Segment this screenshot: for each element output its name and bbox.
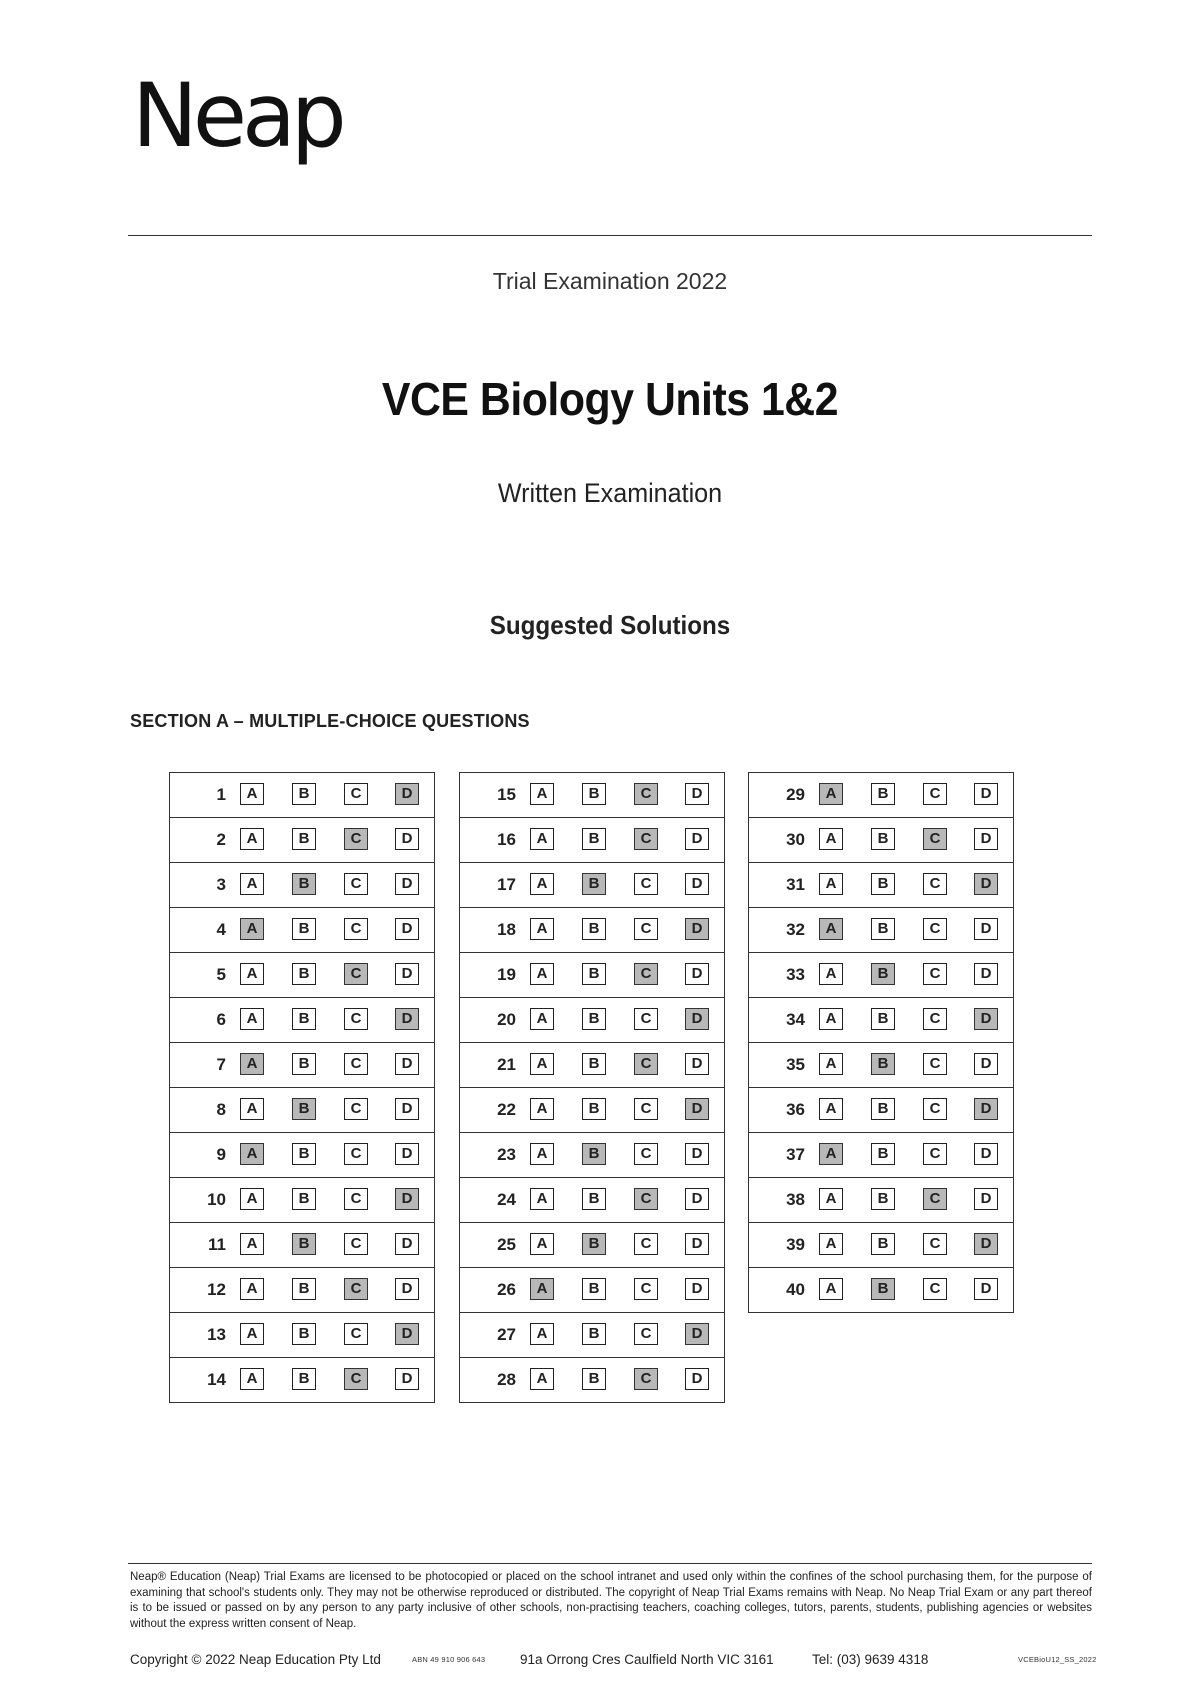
option-box: D <box>395 1143 419 1165</box>
option-box-selected: B <box>292 1233 316 1255</box>
question-number: 39 <box>786 1235 805 1254</box>
option-box: C <box>923 1143 947 1165</box>
answer-column-2 <box>459 772 725 1403</box>
option-box: B <box>871 1188 895 1210</box>
option-box: D <box>685 1368 709 1390</box>
option-box: C <box>923 873 947 895</box>
question-number: 33 <box>786 965 805 984</box>
option-box: B <box>582 1008 606 1030</box>
question-row <box>170 1178 434 1223</box>
option-box: A <box>240 1368 264 1390</box>
option-box: C <box>923 783 947 805</box>
question-number: 10 <box>207 1190 226 1209</box>
option-box: B <box>292 1008 316 1030</box>
question-number: 29 <box>786 785 805 804</box>
option-box: A <box>240 1008 264 1030</box>
option-box: A <box>530 1143 554 1165</box>
section-heading: SECTION A – MULTIPLE-CHOICE QUESTIONS <box>130 711 530 731</box>
question-number: 4 <box>216 920 226 939</box>
question-row <box>749 773 1013 818</box>
question-row <box>170 998 434 1043</box>
question-row <box>460 818 724 863</box>
option-box: D <box>395 1098 419 1120</box>
question-number: 14 <box>207 1370 226 1389</box>
question-row <box>170 773 434 818</box>
option-box: C <box>634 918 658 940</box>
option-box: D <box>974 1143 998 1165</box>
option-box: A <box>819 828 843 850</box>
solutions-heading: Suggested Solutions <box>489 610 731 640</box>
question-row <box>170 1268 434 1313</box>
question-row <box>749 818 1013 863</box>
option-box: A <box>530 783 554 805</box>
option-box: C <box>923 963 947 985</box>
copyright-line: Copyright © 2022 Neap Education Pty Ltd <box>130 1652 381 1667</box>
abn-number: ABN 49 910 906 643 <box>412 1655 486 1664</box>
option-box: D <box>395 1233 419 1255</box>
option-box: C <box>923 1278 947 1300</box>
option-box: D <box>974 1278 998 1300</box>
option-box-selected: B <box>871 1278 895 1300</box>
option-box: B <box>871 873 895 895</box>
phone-number: Tel: (03) 9639 4318 <box>812 1652 929 1667</box>
option-box-selected: B <box>871 963 895 985</box>
option-box: C <box>634 1278 658 1300</box>
option-box: B <box>292 918 316 940</box>
option-box: C <box>634 1143 658 1165</box>
option-box: D <box>685 963 709 985</box>
option-box-selected: A <box>819 783 843 805</box>
option-box: B <box>292 1368 316 1390</box>
question-row <box>460 773 724 818</box>
option-box: A <box>819 873 843 895</box>
option-box: A <box>240 1278 264 1300</box>
option-box: A <box>530 1053 554 1075</box>
option-box-selected: B <box>871 1053 895 1075</box>
question-number: 40 <box>786 1280 805 1299</box>
option-box: D <box>974 783 998 805</box>
option-box: D <box>395 873 419 895</box>
option-box-selected: D <box>685 1098 709 1120</box>
option-box: A <box>819 1188 843 1210</box>
option-box: C <box>634 1233 658 1255</box>
option-box-selected: B <box>582 1233 606 1255</box>
question-row <box>170 1133 434 1178</box>
option-box: B <box>292 828 316 850</box>
question-number: 17 <box>497 875 516 894</box>
option-box: B <box>871 1143 895 1165</box>
question-number: 8 <box>216 1100 226 1119</box>
option-box-selected: D <box>395 783 419 805</box>
exam-subtitle: Trial Examination 2022 <box>492 268 728 294</box>
option-box: A <box>819 963 843 985</box>
question-number: 28 <box>497 1370 516 1389</box>
option-box: A <box>819 1098 843 1120</box>
option-box: B <box>582 783 606 805</box>
question-row <box>170 1223 434 1268</box>
option-box: B <box>871 918 895 940</box>
question-row <box>749 1088 1013 1133</box>
option-box: D <box>685 783 709 805</box>
question-number: 20 <box>497 1010 516 1029</box>
question-number: 1 <box>216 785 226 804</box>
option-box: D <box>685 1233 709 1255</box>
question-row <box>749 908 1013 953</box>
question-row <box>749 1043 1013 1088</box>
question-number: 36 <box>786 1100 805 1119</box>
option-box: D <box>974 828 998 850</box>
option-box-selected: C <box>634 1053 658 1075</box>
option-box: D <box>974 918 998 940</box>
question-number: 32 <box>786 920 805 939</box>
option-box-selected: C <box>634 963 658 985</box>
option-box: B <box>292 783 316 805</box>
option-box: C <box>344 1053 368 1075</box>
question-row <box>460 1268 724 1313</box>
question-row <box>460 1133 724 1178</box>
option-box: C <box>634 873 658 895</box>
question-row <box>460 953 724 998</box>
option-box-selected: A <box>240 918 264 940</box>
option-box-selected: C <box>344 1368 368 1390</box>
question-number: 13 <box>207 1325 226 1344</box>
question-number: 25 <box>497 1235 516 1254</box>
question-row <box>460 863 724 908</box>
option-box: D <box>685 873 709 895</box>
question-row <box>170 863 434 908</box>
question-number: 12 <box>207 1280 226 1299</box>
option-box-selected: A <box>819 1143 843 1165</box>
question-row <box>460 1043 724 1088</box>
option-box: C <box>923 1233 947 1255</box>
exam-type: Written Examination <box>497 478 723 508</box>
option-box: C <box>923 918 947 940</box>
question-row <box>749 1178 1013 1223</box>
option-box-selected: C <box>634 828 658 850</box>
question-number: 31 <box>786 875 805 894</box>
question-row <box>749 863 1013 908</box>
question-row <box>749 998 1013 1043</box>
option-box: A <box>819 1278 843 1300</box>
question-row <box>460 998 724 1043</box>
question-number: 6 <box>216 1010 226 1029</box>
question-number: 26 <box>497 1280 516 1299</box>
option-box-selected: A <box>530 1278 554 1300</box>
option-box: A <box>240 1233 264 1255</box>
option-box: D <box>685 828 709 850</box>
option-box: D <box>685 1053 709 1075</box>
option-box: D <box>685 1188 709 1210</box>
option-box: A <box>240 1323 264 1345</box>
option-box: C <box>634 1008 658 1030</box>
footer-divider <box>128 1563 1092 1564</box>
option-box: B <box>582 1188 606 1210</box>
option-box: D <box>685 1143 709 1165</box>
option-box-selected: A <box>819 918 843 940</box>
option-box: B <box>292 1278 316 1300</box>
option-box: C <box>923 1053 947 1075</box>
option-box-selected: D <box>685 1008 709 1030</box>
option-box-selected: C <box>634 1188 658 1210</box>
page-title: VCE Biology Units 1&2 <box>381 373 839 425</box>
option-box-selected: D <box>685 1323 709 1345</box>
option-box: C <box>344 1233 368 1255</box>
option-box: A <box>530 918 554 940</box>
option-box: D <box>395 963 419 985</box>
option-box: B <box>292 1053 316 1075</box>
option-box: C <box>344 1188 368 1210</box>
question-row <box>460 1223 724 1268</box>
question-number: 34 <box>786 1010 805 1029</box>
option-box: C <box>344 1008 368 1030</box>
option-box: D <box>395 1368 419 1390</box>
question-row <box>170 1088 434 1133</box>
question-row <box>170 818 434 863</box>
option-box: C <box>344 1323 368 1345</box>
option-box-selected: D <box>685 918 709 940</box>
option-box: A <box>530 1008 554 1030</box>
option-box: A <box>240 1098 264 1120</box>
option-box: A <box>530 873 554 895</box>
option-box: C <box>344 918 368 940</box>
option-box-selected: B <box>292 1098 316 1120</box>
option-box: A <box>530 963 554 985</box>
option-box: C <box>634 1323 658 1345</box>
option-box: A <box>530 1098 554 1120</box>
option-box: A <box>819 1233 843 1255</box>
option-box: C <box>923 1098 947 1120</box>
header-divider <box>128 235 1092 236</box>
option-box: A <box>819 1008 843 1030</box>
option-box: B <box>292 1143 316 1165</box>
question-number: 19 <box>497 965 516 984</box>
question-number: 2 <box>216 830 226 849</box>
document-code: VCEBioU12_SS_2022 <box>1018 1655 1097 1664</box>
question-number: 16 <box>497 830 516 849</box>
option-box-selected: B <box>582 1143 606 1165</box>
option-box: A <box>530 1188 554 1210</box>
option-box: A <box>240 873 264 895</box>
question-number: 21 <box>497 1055 516 1074</box>
question-number: 24 <box>497 1190 516 1209</box>
answer-column-1 <box>169 772 435 1403</box>
question-row <box>460 1313 724 1358</box>
option-box-selected: C <box>634 783 658 805</box>
option-box: C <box>344 783 368 805</box>
question-number: 5 <box>216 965 226 984</box>
option-box-selected: C <box>344 1278 368 1300</box>
question-row <box>170 1043 434 1088</box>
option-box: A <box>240 963 264 985</box>
option-box: A <box>530 828 554 850</box>
option-box-selected: A <box>240 1053 264 1075</box>
option-box-selected: D <box>395 1008 419 1030</box>
question-row <box>170 953 434 998</box>
option-box: B <box>582 1323 606 1345</box>
option-box: D <box>685 1278 709 1300</box>
option-box: A <box>819 1053 843 1075</box>
option-box-selected: D <box>395 1188 419 1210</box>
question-row <box>460 1178 724 1223</box>
option-box: A <box>530 1323 554 1345</box>
option-box: D <box>974 1053 998 1075</box>
option-box: C <box>344 873 368 895</box>
option-box: C <box>344 1143 368 1165</box>
answer-column-3 <box>748 772 1014 1313</box>
question-number: 22 <box>497 1100 516 1119</box>
option-box-selected: B <box>292 873 316 895</box>
option-box: C <box>634 1098 658 1120</box>
option-box: A <box>240 1188 264 1210</box>
option-box-selected: A <box>240 1143 264 1165</box>
question-number: 30 <box>786 830 805 849</box>
option-box: B <box>582 1278 606 1300</box>
option-box-selected: D <box>974 873 998 895</box>
option-box: A <box>240 828 264 850</box>
option-box: B <box>871 1098 895 1120</box>
question-number: 27 <box>497 1325 516 1344</box>
question-number: 7 <box>216 1055 226 1074</box>
option-box-selected: D <box>974 1098 998 1120</box>
question-row <box>170 1313 434 1358</box>
option-box: D <box>395 1278 419 1300</box>
option-box-selected: C <box>344 828 368 850</box>
option-box: B <box>292 1323 316 1345</box>
option-box: C <box>344 1098 368 1120</box>
option-box: B <box>292 1188 316 1210</box>
option-box: D <box>395 918 419 940</box>
address: 91a Orrong Cres Caulfield North VIC 3161 <box>520 1652 774 1667</box>
option-box: B <box>582 1098 606 1120</box>
option-box-selected: C <box>344 963 368 985</box>
question-row <box>460 908 724 953</box>
question-number: 15 <box>497 785 516 804</box>
option-box: B <box>582 963 606 985</box>
option-box: A <box>240 783 264 805</box>
question-row <box>170 1358 434 1403</box>
option-box: B <box>871 1233 895 1255</box>
question-row <box>170 908 434 953</box>
option-box: B <box>292 963 316 985</box>
option-box: D <box>974 1188 998 1210</box>
option-box: B <box>871 783 895 805</box>
neap-logo: Neap <box>132 64 342 167</box>
option-box-selected: D <box>974 1008 998 1030</box>
question-number: 37 <box>786 1145 805 1164</box>
option-box-selected: B <box>582 873 606 895</box>
question-number: 11 <box>208 1235 226 1254</box>
option-box: D <box>395 1053 419 1075</box>
question-number: 9 <box>216 1145 226 1164</box>
option-box: A <box>530 1233 554 1255</box>
question-row <box>749 1133 1013 1178</box>
option-box: B <box>871 1008 895 1030</box>
question-number: 38 <box>786 1190 805 1209</box>
option-box: B <box>871 828 895 850</box>
question-row <box>460 1358 724 1403</box>
option-box-selected: C <box>634 1368 658 1390</box>
question-number: 18 <box>497 920 516 939</box>
question-row <box>749 1223 1013 1268</box>
copyright-notice: Neap® Education (Neap) Trial Exams are licensed to be photocopied or placed on the school intranet and used only within the confines of the school purchasing them, for the purpose of examining that school's students only. They may not be otherwise reproduced or distributed. The copyright of Neap Trial Exams remains with Neap. No Neap Trial Exam or any part thereof is to be issued or passed on by any person to any party inclusive of other schools, non-practising teachers, coaching colleges, tutors, parents, students, publishing agencies or websites without the express written consent of Neap. <box>130 1571 1092 1630</box>
question-number: 23 <box>497 1145 516 1164</box>
question-row <box>460 1088 724 1133</box>
option-box: A <box>530 1368 554 1390</box>
option-box-selected: C <box>923 828 947 850</box>
option-box: B <box>582 1368 606 1390</box>
option-box-selected: D <box>395 1323 419 1345</box>
option-box: D <box>395 828 419 850</box>
question-row <box>749 1268 1013 1313</box>
question-row <box>749 953 1013 998</box>
option-box: B <box>582 918 606 940</box>
option-box: B <box>582 1053 606 1075</box>
option-box: D <box>974 963 998 985</box>
option-box-selected: C <box>923 1188 947 1210</box>
question-number: 35 <box>786 1055 805 1074</box>
option-box: B <box>582 828 606 850</box>
question-number: 3 <box>216 875 226 894</box>
option-box: C <box>923 1008 947 1030</box>
option-box-selected: D <box>974 1233 998 1255</box>
